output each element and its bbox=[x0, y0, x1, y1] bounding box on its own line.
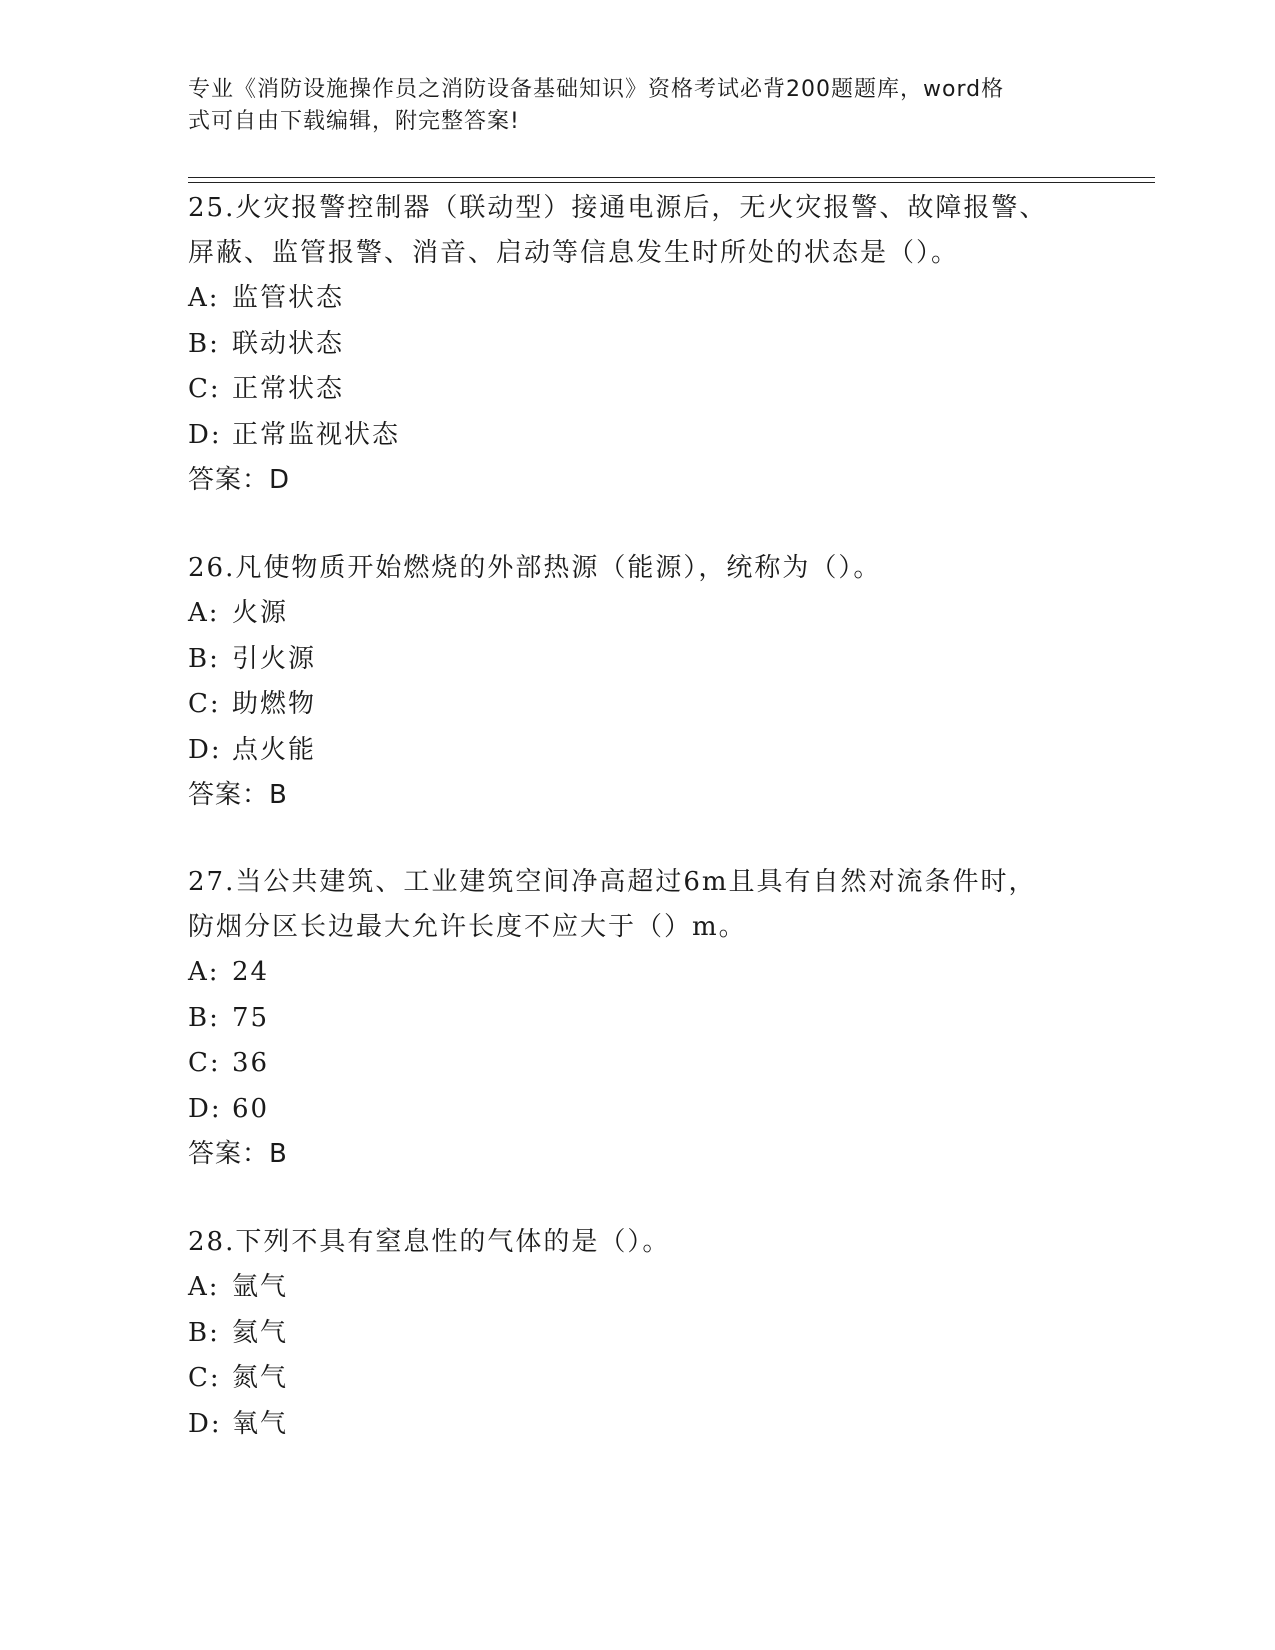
option-letter: B: bbox=[188, 328, 220, 359]
answer-label: 答案：B bbox=[188, 1139, 288, 1169]
header-line-1: 专业《消防设施操作员之消防设备基础知识》资格考试必背200题题库，word格 bbox=[188, 77, 1005, 102]
option-c bbox=[188, 367, 1068, 413]
option-text: 正常监视状态 bbox=[232, 419, 401, 450]
option-letter: D: bbox=[188, 419, 222, 450]
option-text: 氦气 bbox=[232, 1317, 289, 1348]
question-26 bbox=[188, 546, 1068, 818]
option-letter: A: bbox=[188, 1272, 220, 1302]
option-letter: D: bbox=[188, 1408, 222, 1439]
option-text: 氧气 bbox=[232, 1408, 289, 1439]
header-divider-top bbox=[188, 177, 1155, 178]
option-text: 助燃物 bbox=[232, 689, 317, 719]
option-text: 氮气 bbox=[232, 1363, 289, 1393]
option-letter: C: bbox=[188, 689, 221, 719]
option-letter: B: bbox=[188, 643, 220, 674]
option-text: 正常状态 bbox=[232, 374, 345, 404]
option-c bbox=[188, 1041, 1068, 1087]
question-text-line-1: 26.凡使物质开始燃烧的外部热源（能源），统称为（）。 bbox=[188, 553, 882, 583]
option-a bbox=[188, 276, 1068, 322]
option-d bbox=[188, 1087, 1068, 1133]
option-text: 氩气 bbox=[232, 1272, 289, 1302]
option-b bbox=[188, 996, 1068, 1042]
question-text-line-1: 28.下列不具有窒息性的气体的是（）。 bbox=[188, 1227, 671, 1257]
answer-label: 答案：D bbox=[188, 465, 291, 495]
question-text-line-2: 防烟分区长边最大允许长度不应大于（）m。 bbox=[188, 912, 747, 942]
option-letter: A: bbox=[188, 283, 220, 313]
option-letter: D: bbox=[188, 734, 222, 765]
header-divider-bottom bbox=[188, 182, 1155, 183]
option-letter: C: bbox=[188, 1363, 221, 1393]
question-28 bbox=[188, 1220, 1068, 1447]
question-25 bbox=[188, 186, 1068, 503]
question-text-line-1: 25.火灾报警控制器（联动型）接通电源后，无火灾报警、故障报警、 bbox=[188, 193, 1048, 223]
option-text: 联动状态 bbox=[232, 328, 345, 359]
option-a bbox=[188, 591, 1068, 637]
option-a bbox=[188, 1265, 1068, 1311]
option-letter: C: bbox=[188, 374, 221, 404]
option-text: 36 bbox=[232, 1048, 270, 1078]
option-c bbox=[188, 682, 1068, 728]
option-letter: D: bbox=[188, 1093, 222, 1124]
option-text: 火源 bbox=[232, 598, 289, 628]
option-a bbox=[188, 950, 1068, 996]
option-b bbox=[188, 322, 1068, 368]
option-b bbox=[188, 637, 1068, 683]
option-b bbox=[188, 1311, 1068, 1357]
header-line-2: 式可自由下载编辑，附完整答案! bbox=[188, 109, 520, 134]
option-text: 引火源 bbox=[232, 643, 317, 674]
question-27 bbox=[188, 860, 1068, 1177]
question-text-line-1: 27.当公共建筑、工业建筑空间净高超过6m且具有自然对流条件时， bbox=[188, 867, 1037, 897]
option-letter: C: bbox=[188, 1048, 221, 1078]
option-text: 75 bbox=[232, 1002, 270, 1033]
option-c bbox=[188, 1356, 1068, 1402]
option-letter: B: bbox=[188, 1002, 220, 1033]
option-letter: B: bbox=[188, 1317, 220, 1348]
option-text: 点火能 bbox=[232, 734, 317, 765]
option-text: 60 bbox=[232, 1093, 270, 1124]
option-letter: A: bbox=[188, 598, 220, 628]
option-d bbox=[188, 413, 1068, 459]
question-text-line-2: 屏蔽、监管报警、消音、启动等信息发生时所处的状态是（）。 bbox=[188, 238, 960, 268]
document-header bbox=[188, 74, 1068, 138]
option-letter: A: bbox=[188, 957, 220, 987]
option-text: 24 bbox=[232, 957, 270, 987]
option-d bbox=[188, 1402, 1068, 1448]
option-d bbox=[188, 728, 1068, 774]
answer-label: 答案：B bbox=[188, 780, 288, 810]
option-text: 监管状态 bbox=[232, 283, 345, 313]
